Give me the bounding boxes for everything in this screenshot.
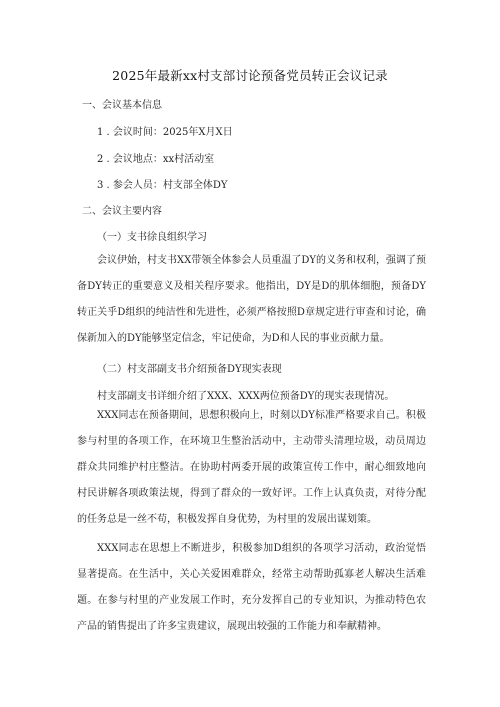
member1-paragraph: XXX同志在预备期间，思想积极向上，时刻以DY标准严格要求自己。积极参与村里的各项工作，在环境卫生整治活动中，主动带头清理垃圾，动员周边群众共同维护村庄整洁。在协助村两委开展的政策宣传工作中，耐心细致地向村民讲解各项政策法规，得到了群众的一致好评。工作上认真负责，对待分配的任务总是一丝不苟，积极发挥自身优势，为村里的发展出谋划策。	[77, 410, 426, 525]
performance-intro: 村支部副支书详细介绍了XXX、XXX两位预备DY的现实表现情况。	[97, 391, 395, 402]
section-heading-main-content: 二、会议主要内容	[82, 206, 162, 217]
section-heading-basic-info: 一、会议基本信息	[82, 100, 162, 111]
member2-paragraph: XXX同志在思想上不断进步，积极参加D组织的各项学习活动，政治觉悟显著提高。在生活中，关心关爱困难群众，经常主动帮助孤寡老人解决生活难题。在参与村里的产业发展工作时，充分发挥自己的专业知识，为推动特色农产品的销售提出了许多宝贵建议，展现出较强的工作能力和奉献精神。	[77, 543, 426, 632]
document-title: 2025年最新xx村支部讨论预备党员转正会议记录	[112, 68, 388, 83]
meeting-time-item: 1 . 会议时间：2025年X月X日	[97, 127, 233, 138]
meeting-location-item: 2 . 会议地点：xx村活动室	[97, 154, 215, 165]
attendees-item: 3 . 参会人员：村支部全体DY	[97, 180, 228, 191]
subsection-heading-performance: （二）村支部副支书介绍预备DY现实表现	[97, 364, 282, 375]
study-paragraph: 会议伊始，村支书XX带领全体参会人员重温了DY的义务和权利，强调了预备DY转正的重要意义及相关程序要求。他指出，DY是D的肌体细胞，预备DY转正关乎D组织的纯洁性和先进性，必须严格按照D章规定进行审查和讨论，确保新加入的DY能够坚定信念，牢记使命，为D和人民的事业贡献力量。	[77, 255, 426, 344]
subsection-heading-study: （一）支书徐良组织学习	[97, 232, 207, 243]
